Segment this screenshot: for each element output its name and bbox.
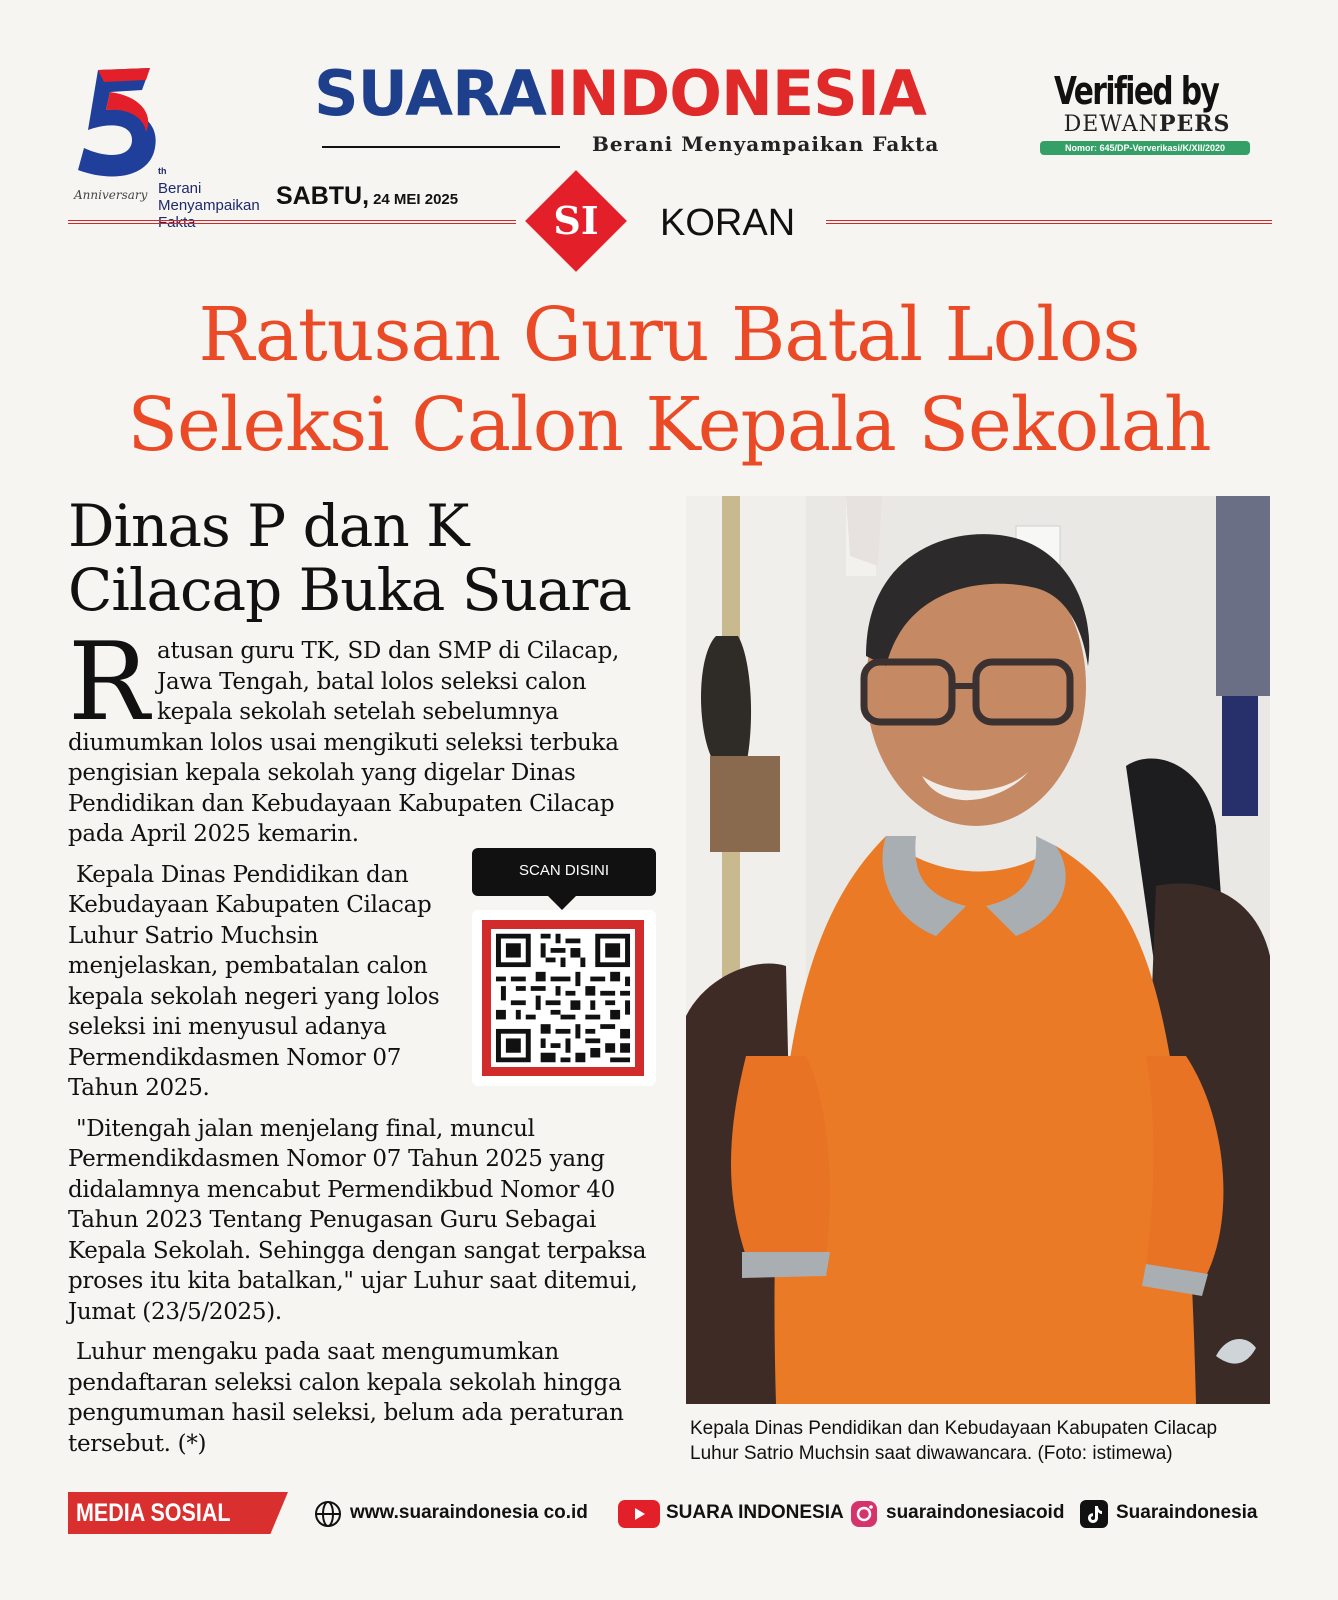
anniversary-tagline-line: Menyampaikan	[158, 197, 260, 214]
qr-code-block[interactable]	[472, 848, 658, 1088]
instagram-link[interactable]: suaraindonesiacoid	[886, 1502, 1065, 1523]
masthead-title	[314, 58, 1024, 130]
masthead	[314, 58, 1024, 158]
globe-icon	[314, 1500, 342, 1528]
anniversary-script: Anniversary	[74, 188, 148, 202]
anniversary-tagline-line: Berani	[158, 180, 202, 197]
headline-line: Seleksi Calon Kepala Sekolah	[127, 382, 1211, 468]
article-paragraph: "Ditengah jalan menjelang final, muncul Permendikdasmen Nomor 07 Tahun 2025 yang didalamnya mencabut Permendikbud Nomor 40 Tahun 2023 Tentang Penugasan Guru Sebagai Kepala Sekolah. Sehingga dengan sangat terpaksa proses itu kita batalkan," ujar Luhur saat ditemui, Jumat (23/5/2025).	[68, 1115, 647, 1325]
website-link[interactable]: www.suaraindonesia co.id	[350, 1502, 588, 1523]
qr-card	[472, 910, 656, 1086]
dewan-pers-label	[1040, 112, 1254, 137]
article-paragraph	[68, 620, 662, 850]
social-footer	[68, 1492, 1270, 1534]
subheadline	[68, 494, 688, 622]
photo-caption	[690, 1416, 1290, 1466]
youtube-icon	[618, 1500, 660, 1528]
drop-cap: R	[68, 620, 150, 745]
masthead-title-part1: SUARA	[314, 57, 546, 130]
photo-caption-line: Kepala Dinas Pendidikan dan Kebudayaan Kabupaten Cilacap	[690, 1418, 1218, 1439]
dateline	[276, 182, 458, 211]
verified-title: Verified by	[1054, 69, 1219, 113]
subheadline-line: Dinas P dan K	[68, 492, 469, 560]
verification-number: Nomor: 645/DP-Ververikasi/K/XII/2020	[1040, 141, 1250, 155]
anniversary-logo	[70, 66, 290, 231]
pers-label: PERS	[1158, 111, 1231, 137]
dewan-label: DEWAN	[1063, 112, 1159, 137]
header-rule-right	[826, 220, 1272, 224]
masthead-title-part2: INDONESIA	[545, 57, 926, 130]
verified-badge	[1054, 70, 1254, 162]
article-photo	[686, 496, 1270, 1404]
anniversary-five-icon	[70, 66, 170, 184]
subheadline-line: Cilacap Buka Suara	[68, 556, 631, 624]
article-paragraph-text: atusan guru TK, SD dan SMP di Cilacap, Jawa Tengah, batal lolos seleksi calon kepala sekolah setelah sebelumnya diumumkan lolos usai mengikuti seleksi terbuka pengisian kepala sekolah yang digelar Dinas Pendidikan dan Kebudayaan Kabupaten Cilacap pada April 2025 kemarin.	[68, 638, 620, 847]
qr-code-icon	[491, 929, 635, 1067]
qr-code[interactable]	[482, 920, 644, 1076]
headline	[40, 290, 1298, 470]
media-sosial-label: MEDIA SOSIAL	[76, 1499, 231, 1527]
masthead-rule	[322, 146, 560, 148]
scan-label: SCAN DISINI	[472, 848, 656, 896]
anniversary-tagline-line: Fakta	[158, 214, 196, 231]
portrait-illustration	[686, 496, 1270, 1404]
headline-line: Ratusan Guru Batal Lolos	[198, 292, 1140, 378]
instagram-icon	[850, 1500, 878, 1528]
tiktok-link[interactable]: Suaraindonesia	[1116, 1502, 1258, 1523]
dateline-date: 24 MEI 2025	[373, 191, 459, 208]
article-paragraph: Luhur mengaku pada saat mengumumkan pendaftaran seleksi calon kepala sekolah hingga pengumuman hasil seleksi, belum ada peraturan tersebut. (*)	[68, 1339, 624, 1457]
article-paragraph-text: Kepala Dinas Pendidikan dan Kebudayaan Kabupaten Cilacap Luhur Satrio Muchsin menjelaskan, pembatalan calon kepala sekolah negeri yang lolos seleksi ini menyusul adanya Permendikdasmen Nomor 07 Tahun 2025.	[68, 861, 440, 1101]
scan-pointer	[546, 894, 578, 910]
youtube-link[interactable]: SUARA INDONESIA	[666, 1502, 844, 1523]
anniversary-tagline	[158, 116, 260, 231]
section-name: KORAN	[660, 202, 796, 244]
tiktok-icon	[1080, 1500, 1108, 1528]
photo-caption-line: Luhur Satrio Muchsin saat diwawancara. (Foto: istimewa)	[690, 1443, 1173, 1464]
dateline-day: SABTU,	[276, 182, 370, 210]
header-rule-left	[68, 220, 516, 224]
si-logo-text: SI	[553, 198, 599, 243]
anniversary-ordinal: th	[158, 166, 167, 176]
masthead-tagline: Berani Menyampaikan Fakta	[592, 132, 940, 156]
